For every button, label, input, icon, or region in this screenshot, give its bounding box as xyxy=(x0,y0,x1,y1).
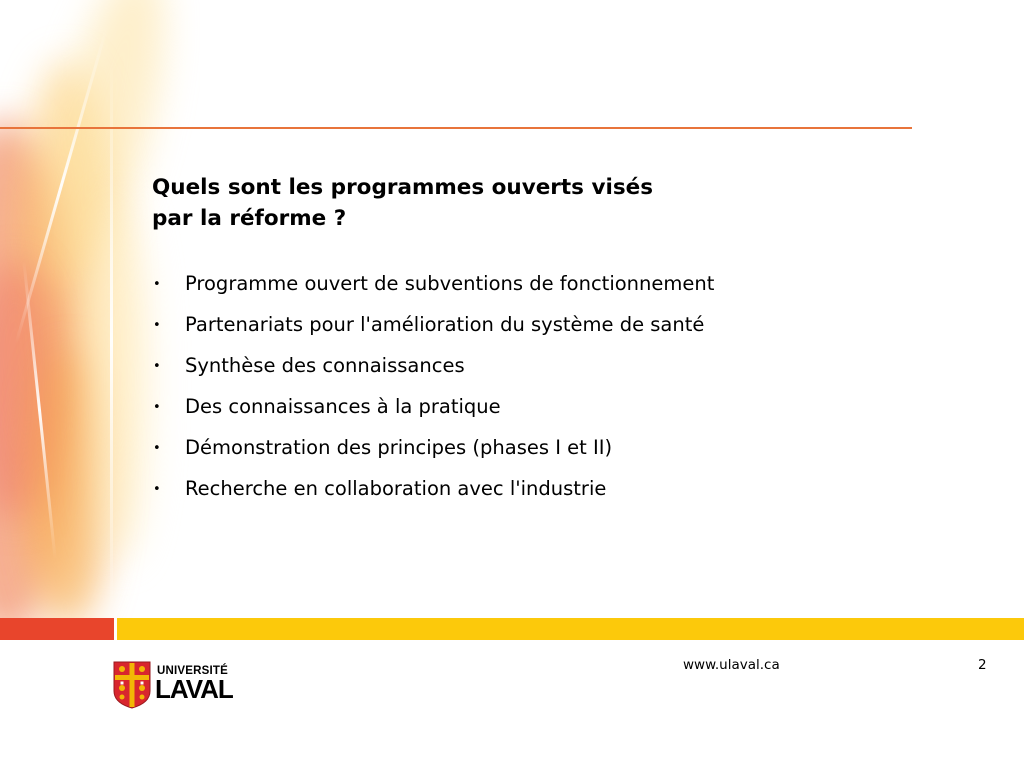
bullet-icon: • xyxy=(153,277,161,292)
bullet-text: Programme ouvert de subventions de fonctionnement xyxy=(185,272,715,295)
bullet-item xyxy=(152,477,714,518)
footer-band-yellow xyxy=(117,618,1024,640)
logo-text-universite: UNIVERSITÉ xyxy=(157,665,229,677)
university-shield-icon xyxy=(113,661,151,709)
bullet-text: Partenariats pour l'amélioration du système de santé xyxy=(185,313,705,336)
bullet-item xyxy=(152,354,714,395)
bullet-icon: • xyxy=(153,482,161,497)
bullet-item xyxy=(152,272,714,313)
logo-text-laval: LAVAL xyxy=(155,674,233,704)
bullet-text: Des connaissances à la pratique xyxy=(185,395,501,418)
title-line-2: par la réforme ? xyxy=(152,206,347,231)
slide-title xyxy=(152,172,792,234)
bullet-text: Synthèse des connaissances xyxy=(185,354,465,377)
bullet-icon: • xyxy=(153,400,161,415)
bullet-list xyxy=(152,272,714,518)
bullet-item xyxy=(152,313,714,354)
page-number: 2 xyxy=(978,657,987,673)
header-divider xyxy=(0,127,912,129)
bullet-text: Recherche en collaboration avec l'industrie xyxy=(185,477,607,500)
bullet-item xyxy=(152,436,714,477)
title-line-1: Quels sont les programmes ouverts visés xyxy=(152,175,654,200)
bullet-item xyxy=(152,395,714,436)
university-logo xyxy=(113,661,243,709)
footer-band-red xyxy=(0,618,114,640)
bullet-icon: • xyxy=(153,318,161,333)
bullet-icon: • xyxy=(153,359,161,374)
footer-url: www.ulaval.ca xyxy=(683,657,780,673)
bullet-text: Démonstration des principes (phases I et II) xyxy=(185,436,613,459)
bullet-icon: • xyxy=(153,441,161,456)
